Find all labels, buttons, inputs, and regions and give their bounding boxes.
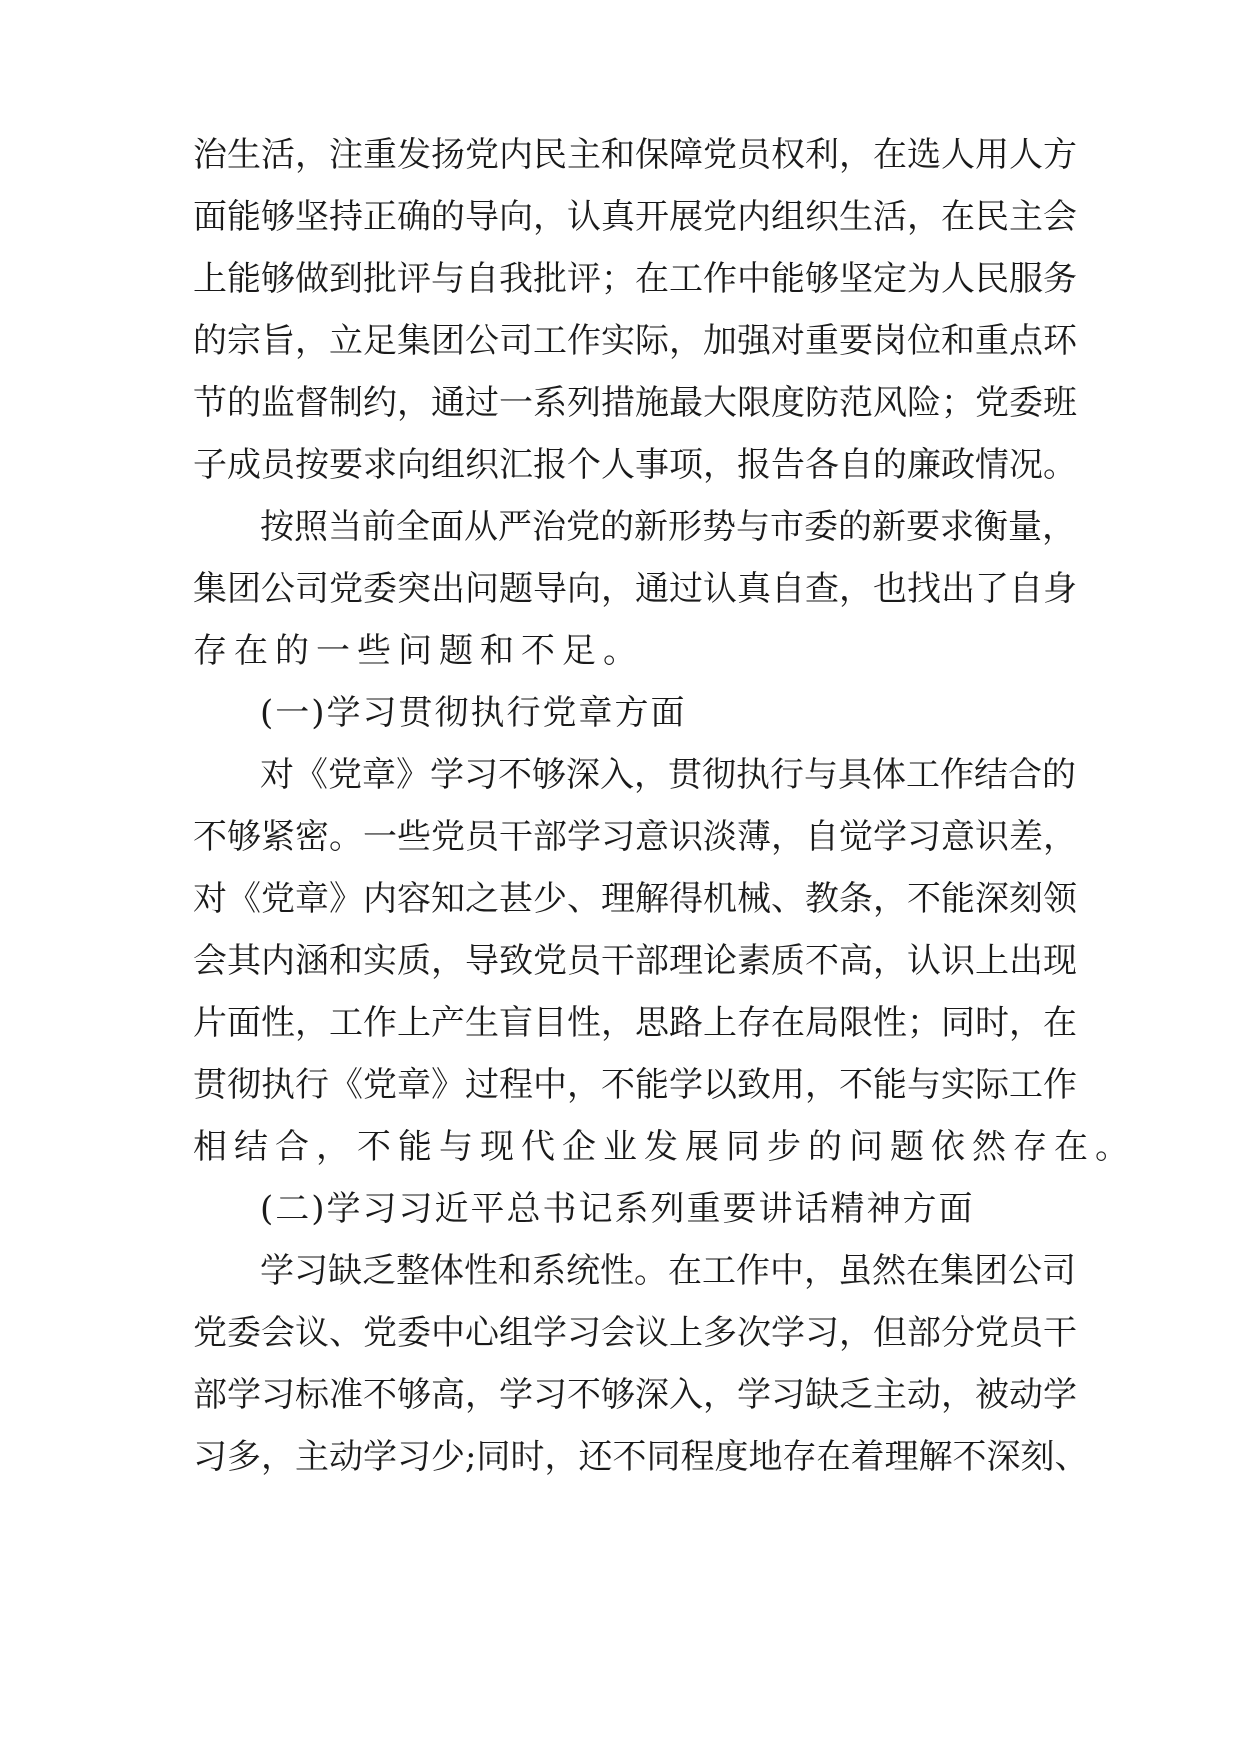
text-line: 会其内涵和实质，导致党员干部理论素质不高，认识上出现	[193, 941, 1077, 981]
section-heading-1: (一)学习贯彻执行党章方面	[260, 693, 687, 733]
text-line: 不够紧密。一些党员干部学习意识淡薄，自觉学习意识差，	[193, 817, 1077, 857]
paragraph-first-line: 对《党章》学习不够深入，贯彻执行与具体工作结合的	[260, 755, 1076, 795]
text-line: 党委会议、党委中心组学习会议上多次学习，但部分党员干	[193, 1313, 1077, 1353]
text-line: 对《党章》内容知之甚少、理解得机械、教条，不能深刻领	[193, 879, 1077, 919]
text-line: 片面性，工作上产生盲目性，思路上存在局限性；同时，在	[193, 1003, 1077, 1043]
paragraph-first-line: 学习缺乏整体性和系统性。在工作中，虽然在集团公司	[260, 1251, 1076, 1291]
text-line: 的宗旨，立足集团公司工作实际，加强对重要岗位和重点环	[193, 321, 1077, 361]
text-line: 面能够坚持正确的导向，认真开展党内组织生活，在民主会	[193, 197, 1077, 237]
text-line: 部学习标准不够高，学习不够深入，学习缺乏主动，被动学	[193, 1375, 1077, 1415]
paragraph-last-line: 存在的一些问题和不足。	[193, 631, 644, 671]
paragraph-last-line: 相结合，不能与现代企业发展同步的问题依然存在。	[193, 1127, 1136, 1167]
text-line: 子成员按要求向组织汇报个人事项，报告各自的廉政情况。	[193, 445, 1077, 485]
text-line: 贯彻执行《党章》过程中，不能学以致用，不能与实际工作	[193, 1065, 1077, 1105]
text-line: 集团公司党委突出问题导向，通过认真自查，也找出了自身	[193, 569, 1077, 609]
text-line: 治生活，注重发扬党内民主和保障党员权利，在选人用人方	[193, 135, 1077, 175]
text-line: 上能够做到批评与自我批评；在工作中能够坚定为人民服务	[193, 259, 1077, 299]
section-heading-2: (二)学习习近平总书记系列重要讲话精神方面	[260, 1189, 975, 1229]
text-line: 习多，主动学习少;同时，还不同程度地存在着理解不深刻、	[193, 1437, 1089, 1477]
text-line: 节的监督制约，通过一系列措施最大限度防范风险；党委班	[193, 383, 1077, 423]
paragraph-first-line: 按照当前全面从严治党的新形势与市委的新要求衡量，	[260, 507, 1076, 547]
